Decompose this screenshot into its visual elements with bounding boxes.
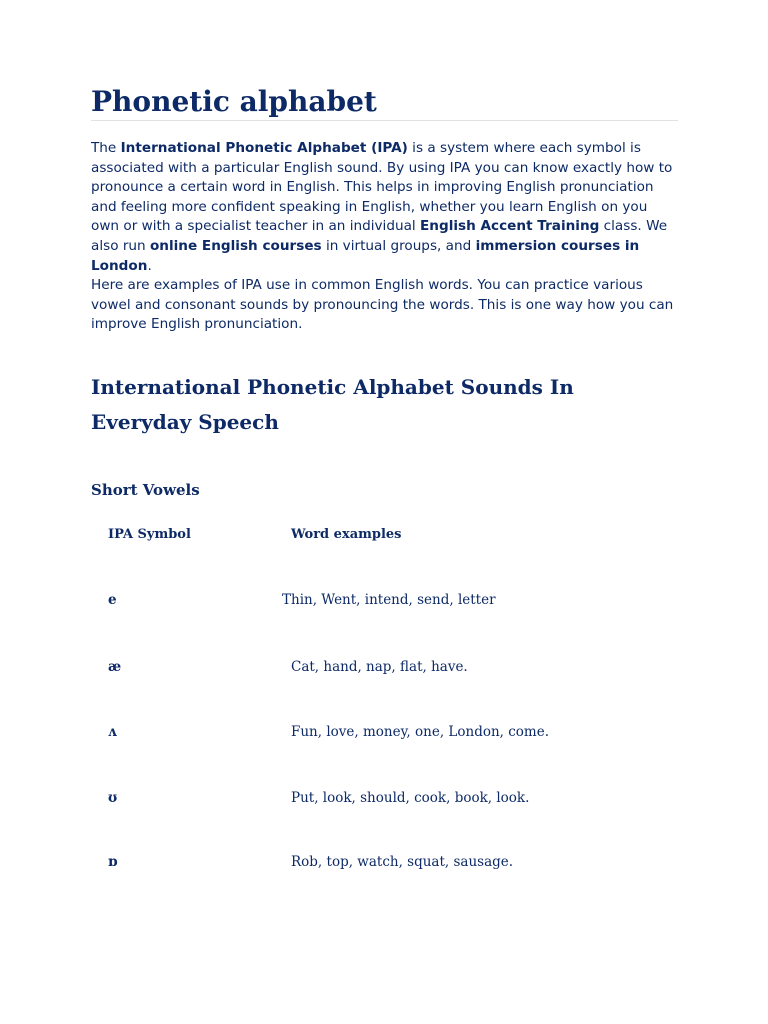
table-header-symbol: IPA Symbol xyxy=(108,527,191,542)
table-row-examples: Put, look, should, cook, book, look. xyxy=(291,790,530,806)
immersion-courses-term: immersion courses in London xyxy=(91,237,640,274)
table-row-examples: Thin, Went, intend, send, letter xyxy=(282,592,496,608)
ipa-term: International Phonetic Alphabet (IPA) xyxy=(120,140,408,156)
table-header-examples: Word examples xyxy=(291,527,402,542)
accent-training-term: English Accent Training xyxy=(420,218,600,235)
intro-paragraph-2: Here are examples of IPA use in common English words. You can practice various vowel and consonant sounds by pronouncing the words. This is one way how you can improve English pronunciation. xyxy=(91,277,674,333)
table-row-symbol: ʌ xyxy=(108,724,117,740)
intro-text-mid2: in virtual groups, and xyxy=(321,237,476,254)
online-courses-term: online English courses xyxy=(149,237,322,254)
subheading-short-vowels: Short Vowels xyxy=(91,481,200,499)
page-title: Phonetic alphabet xyxy=(91,85,377,118)
table-row-examples: Cat, hand, nap, flat, have. xyxy=(291,659,468,675)
table-row-symbol: æ xyxy=(108,659,122,675)
intro-text-start: The xyxy=(91,140,121,156)
intro-text-end: . xyxy=(147,257,152,274)
section-heading: International Phonetic Alphabet Sounds In Everyday Speech xyxy=(91,375,574,434)
table-row-symbol: ɒ xyxy=(108,854,118,870)
intro-text-mid: class. We also run xyxy=(91,218,668,254)
table-row-examples: Rob, top, watch, squat, sausage. xyxy=(291,854,514,870)
intro-text-body: is a system where each symbol is associated with a particular English sound. By using IPA you can know exactly how to pronounce a certain word in English. This helps in improving English pronunciation and feeling more confident speaking in English, whether you learn English on you own or with a specialist teacher in an individual xyxy=(91,140,673,235)
title-divider xyxy=(91,120,678,121)
table-row-symbol: e xyxy=(108,592,117,608)
table-row-examples: Fun, love, money, one, London, come. xyxy=(291,724,550,740)
table-row-symbol: ʊ xyxy=(108,790,118,806)
intro-text xyxy=(91,139,678,335)
